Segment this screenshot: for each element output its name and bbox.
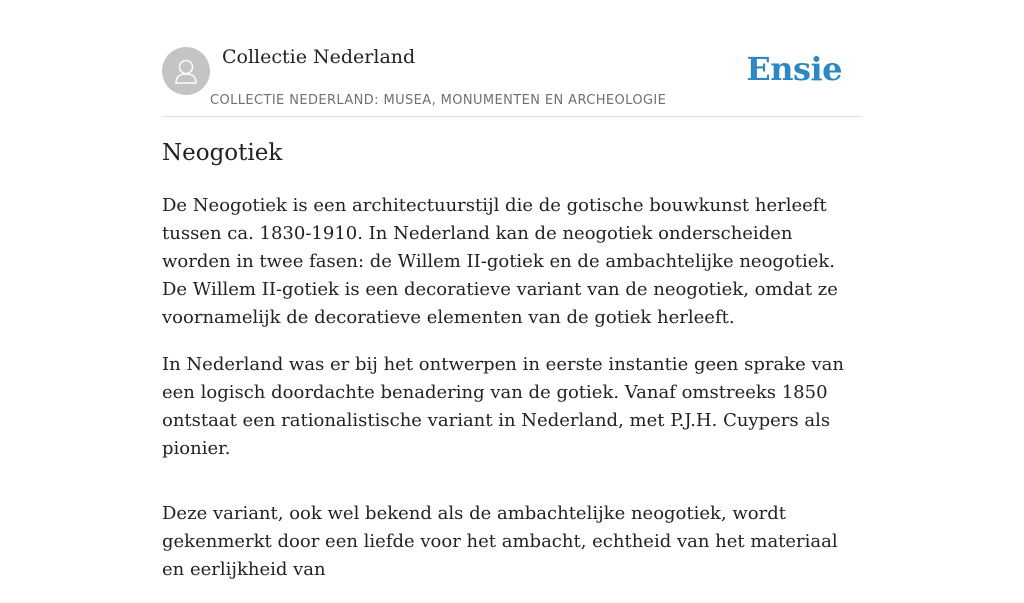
ensie-logo[interactable]: Ensie [746, 50, 842, 88]
article-title: Neogotiek [162, 140, 283, 166]
article-body [162, 192, 862, 603]
author-avatar[interactable] [162, 47, 210, 95]
article-paragraph: Deze variant, ook wel bekend als de ambachtelijke neogotiek, wordt gekenmerkt door een liefde voor het ambacht, echtheid van het materiaal en eerlijkheid van [162, 503, 838, 580]
user-icon [162, 47, 210, 95]
article-paragraph: In Nederland was er bij het ontwerpen in eerste instantie geen sprake van een logisch doordachte benadering van de gotiek. Vanaf omstreeks 1850 ontstaat een rationalistische variant in Nederland, met P.J.H. Cuypers als pionier. [162, 354, 844, 459]
page-container [162, 0, 862, 580]
header [162, 0, 862, 117]
author-name[interactable]: Collectie Nederland [222, 46, 416, 68]
collection-link[interactable]: COLLECTIE NEDERLAND: MUSEA, MONUMENTEN EN ARCHEOLOGIE [210, 93, 667, 108]
article-paragraph: De Neogotiek is een architectuurstijl die de gotische bouwkunst herleeft tussen ca. 1830-1910. In Nederland kan de neogotiek onderscheiden worden in twee fasen: de Willem II-gotiek en de ambachtelijke neogotiek. De Willem II-gotiek is een decoratieve variant van de neogotiek, omdat ze voornamelijk de decoratieve elementen van de gotiek herleeft. [162, 195, 838, 328]
